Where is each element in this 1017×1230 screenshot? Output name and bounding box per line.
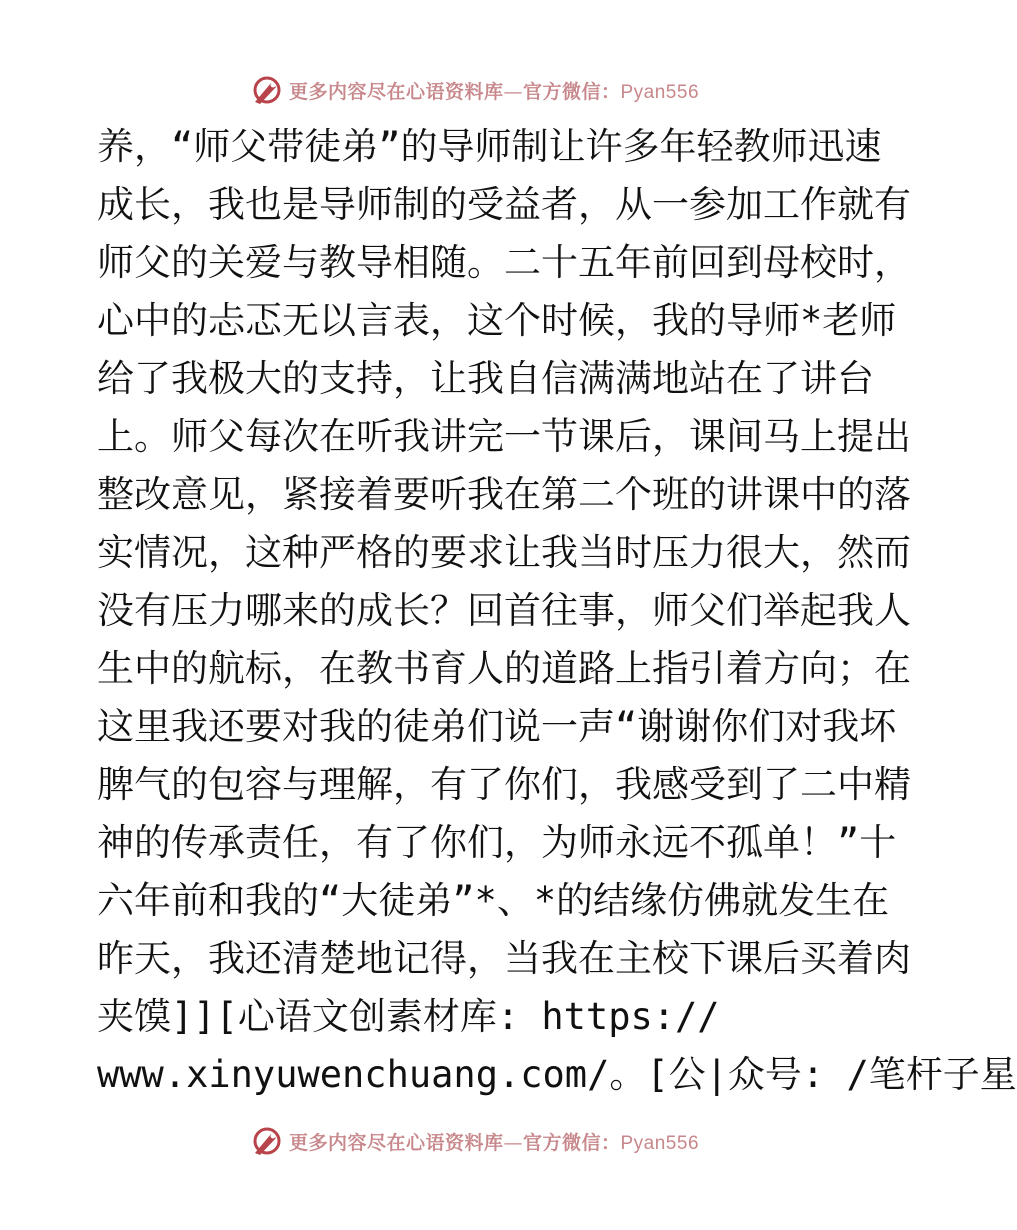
document-body: [97, 118, 1017, 1104]
banner-slogan: 更多内容尽在心语资料库: [288, 80, 504, 103]
footer-banner-text: [289, 1128, 699, 1155]
banner-separator: —: [503, 1131, 523, 1154]
text-line: 没有压力哪来的成长？回首往事，师父们举起我人: [97, 589, 911, 632]
banner-wechat-id: Pyan556: [620, 1132, 700, 1154]
banner-separator: —: [503, 80, 523, 103]
text-line: 心中的忐忑无以言表，这个时候，我的导师*老师: [97, 299, 897, 342]
text-line: 夹馍]][心语文创素材库: https://: [97, 995, 720, 1038]
text-line: 六年前和我的“大徒弟”*、*的结缘仿佛就发生在: [97, 879, 890, 922]
banner-wechat-label: 官方微信：: [522, 1131, 621, 1154]
text-line: 昨天，我还清楚地记得，当我在主校下课后买着肉: [97, 937, 911, 980]
text-line: www.xinyuwenchuang.com/。[公|众号: /笔杆子星: [97, 1053, 1017, 1096]
footer-banner: [0, 1121, 950, 1161]
text-line: 给了我极大的支持，让我自信满满地站在了讲台: [97, 357, 874, 400]
text-line: 脾气的包容与理解，有了你们，我感受到了二中精: [97, 763, 911, 806]
banner-wechat-label: 官方微信：: [522, 80, 621, 103]
pen-logo-icon: [251, 74, 283, 106]
text-line: 整改意见，紧接着要听我在第二个班的讲课中的落: [97, 473, 911, 516]
text-line: 神的传承责任，有了你们，为师永远不孤单！”十: [97, 821, 897, 864]
header-banner-text: [289, 77, 699, 104]
text-line: 上。师父每次在听我讲完一节课后，课间马上提出: [97, 415, 911, 458]
text-line: 成长，我也是导师制的受益者，从一参加工作就有: [97, 183, 911, 226]
banner-wechat-id: Pyan556: [620, 81, 700, 103]
header-banner: [0, 70, 950, 110]
text-line: 生中的航标，在教书育人的道路上指引着方向；在: [97, 647, 911, 690]
text-line: 养，“师父带徒弟”的导师制让许多年轻教师迅速: [97, 125, 882, 168]
text-line: 师父的关爱与教导相随。二十五年前回到母校时，: [97, 241, 911, 284]
text-line: 这里我还要对我的徒弟们说一声“谢谢你们对我坏: [97, 705, 897, 748]
pen-logo-icon: [251, 1125, 283, 1157]
text-line: 实情况，这种严格的要求让我当时压力很大，然而: [97, 531, 911, 574]
banner-slogan: 更多内容尽在心语资料库: [288, 1131, 504, 1154]
